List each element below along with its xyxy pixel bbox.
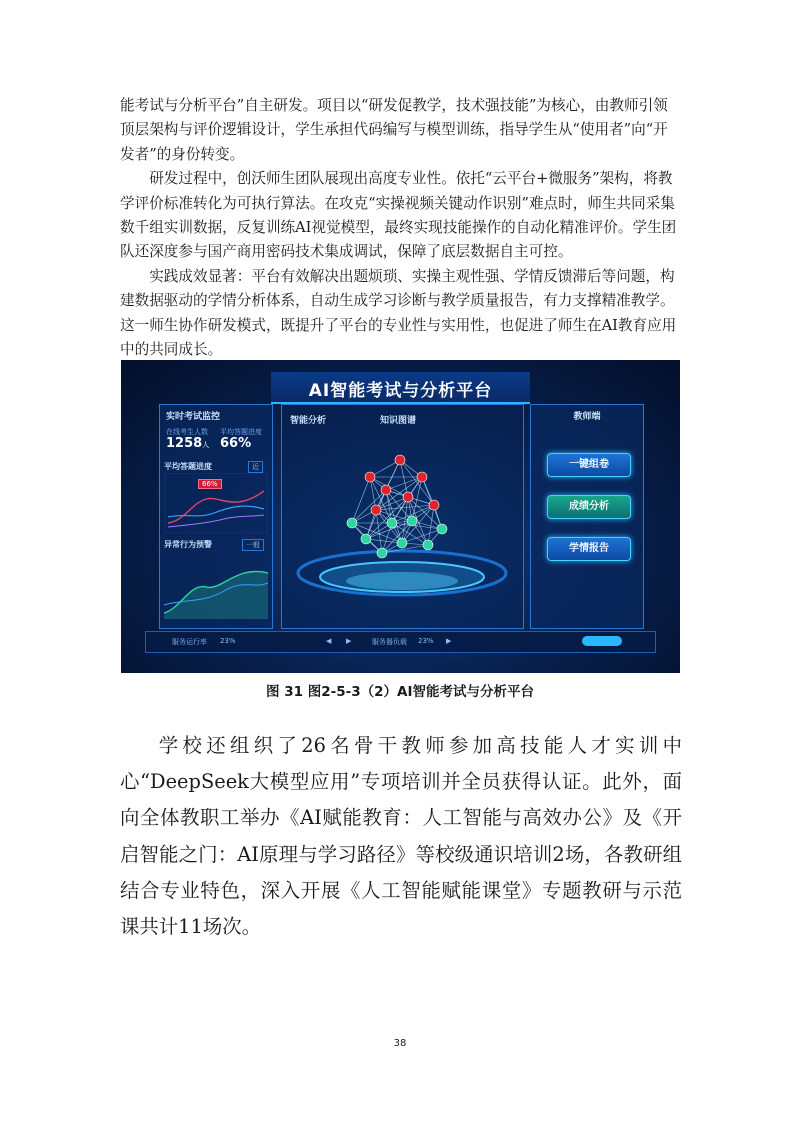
figure-caption: 图 31 图2-5-3（2）AI智能考试与分析平台 [266,684,534,700]
chart1-title: 平均答题进度 [164,462,212,471]
graph-node-green [397,538,407,548]
progress-label: 平均答题进度 [220,428,262,436]
graph-node-green [377,548,387,558]
chart2-badge[interactable]: 一般 [242,539,264,551]
status-toggle-pill[interactable] [582,636,622,646]
figure-title: AI智能考试与分析平台 [308,381,493,401]
body-paragraph-1: 学校还组织了26名骨干教师参加高技能人才实训中心“DeepSeek大模型应用”专项培训并全员获得认证。此外，面向全体教职工举办《AI赋能教育：人工智能与高效办公》及《开启智能之门：AI原理与学习路径》等校级通识培训2场，各教研组结合专业特色，深入开展《人工智能赋能课堂》专题教研与示范课共计11场次。 [120,734,682,939]
graph-node-green [347,518,357,528]
service-rate-label: 服务运行率 [172,638,207,646]
center-analysis-panel [281,404,524,629]
platform-screenshot-figure [121,360,680,673]
center-panel-header: 智能分析 [290,416,327,426]
graph-node-red [371,505,381,515]
online-count-number: 1258 [166,436,203,451]
graph-edge [352,477,370,523]
graph-node-red [417,472,427,482]
chart1-value-tag: 66% [198,479,222,489]
figure-title-bar [271,372,530,404]
left-monitor-panel [159,404,273,629]
right-teacher-panel [530,404,644,629]
learning-report-button[interactable]: 学情报告 [547,537,631,561]
progress-value: 66% [220,436,252,451]
main-body-text [120,728,682,945]
server-load-value: 23% [418,637,434,645]
prev-arrow-icon[interactable]: ◀ [326,637,332,645]
online-count-unit: 人 [202,441,210,449]
graph-node-red [381,485,391,495]
graph-node-red [403,492,413,502]
play-icon[interactable]: ▶ [346,637,352,645]
graph-node-red [395,455,405,465]
graph-node-green [437,524,447,534]
chart2-title: 异常行为预警 [164,540,212,549]
page-number: 38 [393,1038,407,1049]
online-count-value [166,436,209,451]
intro-paragraph-3: 实践成效显著：平台有效解决出题烦琐、实操主观性强、学情反馈滞后等问题，构建数据驱动的学情分析体系，自动生成学习诊断与教学质量报告，有力支撑精准教学。这一师生协作研发模式，既提升了平台的专业性与实用性，也促进了师生在AI教育应用中的共同成长。 [120,267,677,359]
auto-generate-exam-button[interactable]: 一键组卷 [547,453,631,477]
teacher-panel-header: 教师端 [573,412,601,422]
chart1-badge[interactable]: 近 [248,461,263,473]
knowledge-graph [282,405,523,628]
status-bottom-bar [145,631,656,653]
graph-node-green [423,540,433,550]
next-arrow-icon[interactable]: ▶ [446,637,452,645]
graph-node-red [429,500,439,510]
intro-paragraph-1: 能考试与分析平台”自主研发。项目以“研发促教学，技术强技能”为核心，由教师引领顶层架构与评价逻辑设计，学生承担代码编写与模型训练，指导学生从“使用者”向“开发者”的身份转变。 [120,97,668,163]
knowledge-graph-label[interactable]: 知识图谱 [380,416,417,426]
service-rate-value: 23% [220,637,236,645]
score-analysis-button[interactable]: 成绩分析 [547,495,631,519]
left-panel-header: 实时考试监控 [166,412,221,422]
graph-node-green [407,516,417,526]
anomaly-area-chart [164,553,268,619]
graph-node-red [365,472,375,482]
server-load-label: 服务器负载 [372,638,407,646]
graph-node-green [361,534,371,544]
intro-paragraph-2: 研发过程中，创沃师生团队展现出高度专业性。依托“云平台+微服务”架构，将教学评价标准转化为可执行算法。在攻克“实操视频关键动作识别”难点时，师生共同采集数千组实训数据，反复训练AI视觉模型，最终实现技能操作的自动化精准评价。学生团队还深度参与国产商用密码技术集成调试，保障了底层数据自主可控。 [120,170,677,261]
intro-text-block [120,94,682,362]
online-count-label: 在线考生人数 [166,428,208,436]
graph-node-green [387,518,397,528]
